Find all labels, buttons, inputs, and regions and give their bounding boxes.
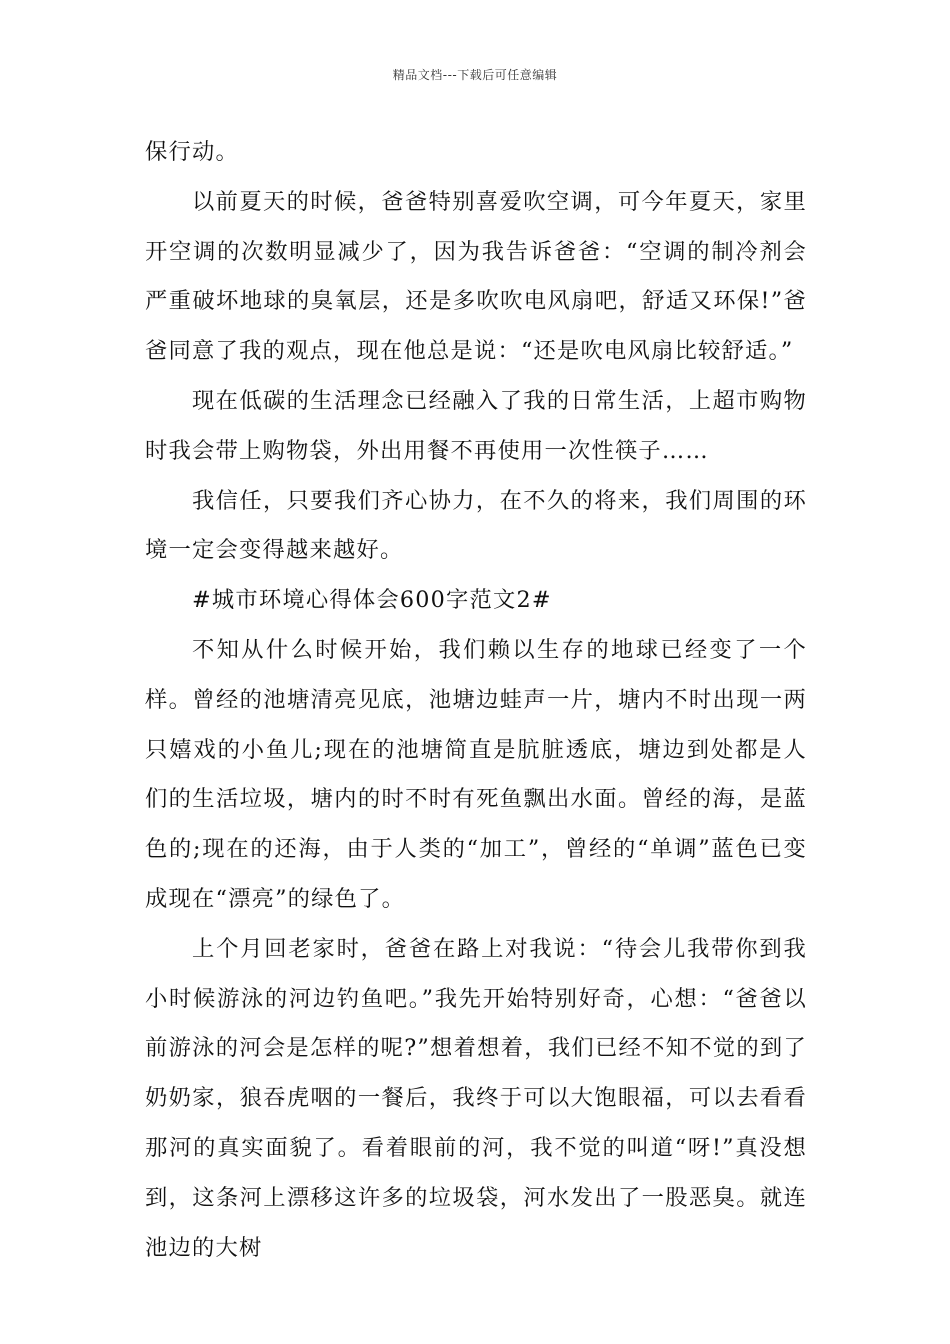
paragraph-1: 保行动。 [145,139,239,165]
section-heading: #城市环境心得体会600字范文2# [192,587,552,614]
paragraph-4: 我信任，只要我们齐心协力，在不久的将来，我们周围的环境一定会变得越来越好。 [145,487,807,564]
paragraph-5: 不知从什么时候开始，我们赖以生存的地球已经变了一个样。曾经的池塘清亮见底，池塘边蛙声一片，塘内不时出现一两只嬉戏的小鱼儿;现在的池塘简直是肮脏透底，塘边到处都是人们的生活垃圾，塘内的时不时有死鱼飘出水面。曾经的海，是蓝色的;现在的还海，由于人类的“加工”，曾经的“单调”蓝色已变成现在“漂亮”的绿色了。 [145,636,807,912]
paragraph-6: 上个月回老家时，爸爸在路上对我说：“待会儿我带你到我小时候游泳的河边钓鱼吧。”我先开始特别好奇，心想：“爸爸以前游泳的河会是怎样的呢?”想着想着，我们已经不知不觉的到了奶奶家，狼吞虎咽的一餐后，我终于可以大饱眼福，可以去看看那河的真实面貌了。看着眼前的河，我不觉的叫道“呀!”真没想到，这条河上漂移这许多的垃圾袋，河水发出了一股恶臭。就连池边的大树 [145,935,807,1261]
paragraph-3: 现在低碳的生活理念已经融入了我的日常生活，上超市购物时我会带上购物袋，外出用餐不再使用一次性筷子…… [145,387,807,464]
paragraph-2: 以前夏天的时候，爸爸特别喜爱吹空调，可今年夏天，家里开空调的次数明显减少了，因为我告诉爸爸：“空调的制冷剂会严重破坏地球的臭氧层，还是多吹吹电风扇吧，舒适又环保!”爸爸同意了我的观点，现在他总是说：“还是吹电风扇比较舒适。” [145,188,807,365]
page-header: 精品文档---下载后可任意编辑 [392,68,558,82]
document-body [145,128,807,1273]
